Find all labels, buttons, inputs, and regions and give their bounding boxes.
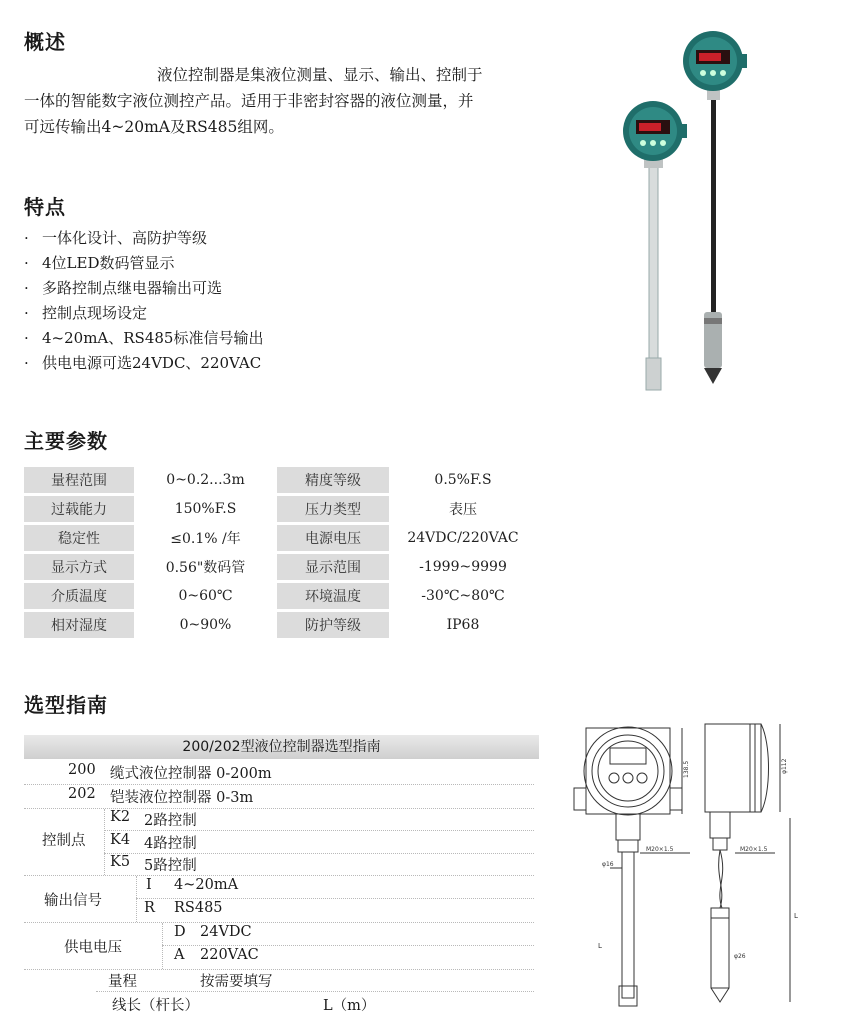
param-label: 相对湿度 [24, 612, 134, 638]
features-title: 特点 [24, 195, 66, 219]
param-label: 防护等级 [277, 612, 389, 638]
feature-item: · 多路控制点继电器输出可选 [24, 279, 223, 297]
param-value: 150%F.S [174, 501, 237, 517]
param-label: 介质温度 [24, 583, 134, 609]
param-value: 0.5%F.S [434, 472, 492, 488]
param-label: 电源电压 [277, 525, 389, 551]
dim-thread: M20×1.5 [646, 846, 674, 853]
output-desc: 4~20mA [174, 877, 239, 893]
feature-item: · 控制点现场设定 [24, 304, 148, 322]
length-label: 线长（杆长） [112, 998, 199, 1014]
model-code: 200 [68, 762, 96, 778]
control-code: K4 [110, 832, 131, 848]
control-label: 控制点 [42, 833, 86, 849]
dim-height: 138.5 [683, 760, 690, 778]
power-desc: 24VDC [200, 924, 252, 940]
model-desc: 缆式液位控制器 0-200m [110, 766, 272, 782]
feature-item: · 4位LED数码管显示 [24, 254, 175, 272]
param-value: 0~90% [179, 617, 232, 633]
param-value: IP68 [446, 617, 480, 633]
param-value: 0~60℃ [178, 588, 233, 604]
guide-header: 200/202型液位控制器选型指南 [24, 735, 539, 759]
control-desc: 5路控制 [144, 858, 197, 874]
param-value: 24VDC/220VAC [407, 530, 519, 546]
dim-probe: φ26 [734, 953, 746, 960]
overview-line: 可远传输出4~20mA及RS485组网。 [24, 118, 284, 136]
model-desc: 铠装液位控制器 0-3m [110, 790, 254, 806]
power-label: 供电电压 [64, 940, 122, 956]
model-code: 202 [68, 786, 96, 802]
power-desc: 220VAC [200, 947, 259, 963]
power-code: A [174, 947, 185, 963]
param-value: ≤0.1% /年 [170, 531, 241, 547]
guide-title: 选型指南 [24, 693, 108, 717]
param-value: 表压 [449, 502, 477, 518]
output-desc: RS485 [174, 900, 223, 916]
control-code: K5 [110, 854, 131, 870]
overview-title: 概述 [24, 30, 66, 54]
power-code: D [174, 924, 186, 940]
range-label: 量程 [108, 974, 137, 990]
param-label: 量程范围 [24, 467, 134, 493]
param-value: 0.56"数码管 [165, 560, 246, 576]
feature-item: · 4~20mA、RS485标准信号输出 [24, 329, 264, 347]
output-code: R [144, 900, 155, 916]
params-title: 主要参数 [24, 429, 108, 453]
feature-item: · 一体化设计、高防护等级 [24, 229, 208, 247]
param-label: 过载能力 [24, 496, 134, 522]
param-label: 环境温度 [277, 583, 389, 609]
param-value: 0~0.2...3m [166, 472, 245, 488]
param-value: -1999~9999 [419, 559, 507, 575]
control-code: K2 [110, 809, 131, 825]
length-value: L（m） [323, 998, 376, 1014]
param-label: 显示范围 [277, 554, 389, 580]
dimension-drawing [570, 718, 820, 1023]
output-label: 输出信号 [44, 893, 102, 909]
output-code: I [146, 877, 152, 893]
feature-item: · 供电电源可选24VDC、220VAC [24, 354, 262, 372]
param-label: 压力类型 [277, 496, 389, 522]
dim-thread-side: M20×1.5 [740, 846, 768, 853]
param-label: 稳定性 [24, 525, 134, 551]
control-desc: 2路控制 [144, 813, 197, 829]
param-label: 精度等级 [277, 467, 389, 493]
overview-line: 液位控制器是集液位测量、显示、输出、控制于 [157, 66, 483, 84]
param-value: -30℃~80℃ [421, 588, 505, 604]
dim-width: φ112 [781, 758, 788, 774]
dim-length: L [598, 942, 602, 950]
overview-line: 一体的智能数字液位测控产品。适用于非密封容器的液位测量，并 [24, 92, 474, 110]
range-value: 按需要填写 [200, 974, 273, 990]
param-label: 显示方式 [24, 554, 134, 580]
dim-pipe: φ16 [602, 861, 614, 868]
control-desc: 4路控制 [144, 836, 197, 852]
dim-length-side: L [794, 912, 798, 920]
